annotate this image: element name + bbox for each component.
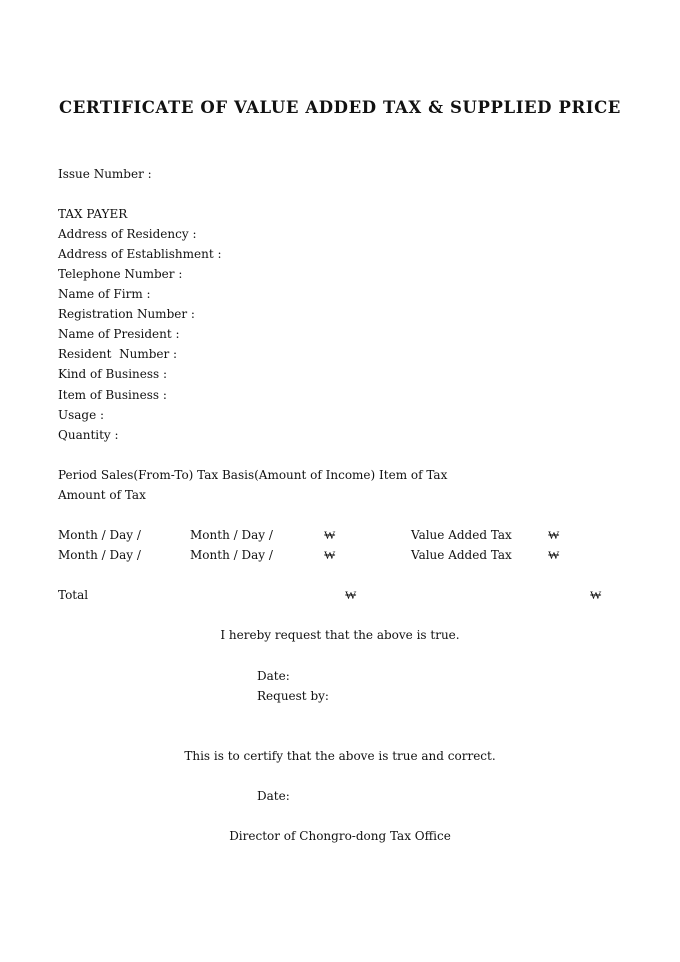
row-2-currency-tax: ₩ <box>548 548 560 562</box>
field-usage: Usage : <box>58 408 105 422</box>
amount-header: Amount of Tax <box>58 488 146 502</box>
certify-date-label: Date: <box>257 789 290 803</box>
row-1-item-of-tax: Value Added Tax <box>411 528 512 542</box>
request-by-label: Request by: <box>257 689 329 703</box>
field-address-of-establishment: Address of Establishment : <box>58 247 222 261</box>
field-resident-number: Resident Number : <box>58 347 178 361</box>
row-2-from: Month / Day / <box>58 548 141 562</box>
certify-statement: This is to certify that the above is true and correct. <box>184 749 496 763</box>
row-1-to: Month / Day / <box>190 528 273 542</box>
field-telephone-number: Telephone Number : <box>58 267 183 281</box>
issue-number-label: Issue Number : <box>58 167 152 181</box>
tax-payer-heading: TAX PAYER <box>58 207 128 221</box>
row-1-from: Month / Day / <box>58 528 141 542</box>
total-currency-tax: ₩ <box>590 588 602 602</box>
field-quantity: Quantity : <box>58 428 119 442</box>
request-date-label: Date: <box>257 669 290 683</box>
row-1-currency-tax: ₩ <box>548 528 560 542</box>
row-2-currency-basis: ₩ <box>324 548 336 562</box>
field-item-of-business: Item of Business : <box>58 388 167 402</box>
field-name-of-firm: Name of Firm : <box>58 287 151 301</box>
total-currency-basis: ₩ <box>345 588 357 602</box>
row-2-item-of-tax: Value Added Tax <box>411 548 512 562</box>
field-name-of-president: Name of President : <box>58 327 180 341</box>
field-address-of-residency: Address of Residency : <box>58 227 197 241</box>
total-label: Total <box>58 588 89 602</box>
row-2-to: Month / Day / <box>190 548 273 562</box>
row-1-currency-basis: ₩ <box>324 528 336 542</box>
signatory: Director of Chongro-dong Tax Office <box>229 829 451 843</box>
field-kind-of-business: Kind of Business : <box>58 367 168 381</box>
request-statement: I hereby request that the above is true. <box>220 628 460 642</box>
document-title: CERTIFICATE OF VALUE ADDED TAX & SUPPLIED PRICE <box>59 98 621 117</box>
period-header: Period Sales(From-To) Tax Basis(Amount of Income) Item of Tax <box>58 468 448 482</box>
field-registration-number: Registration Number : <box>58 307 195 321</box>
